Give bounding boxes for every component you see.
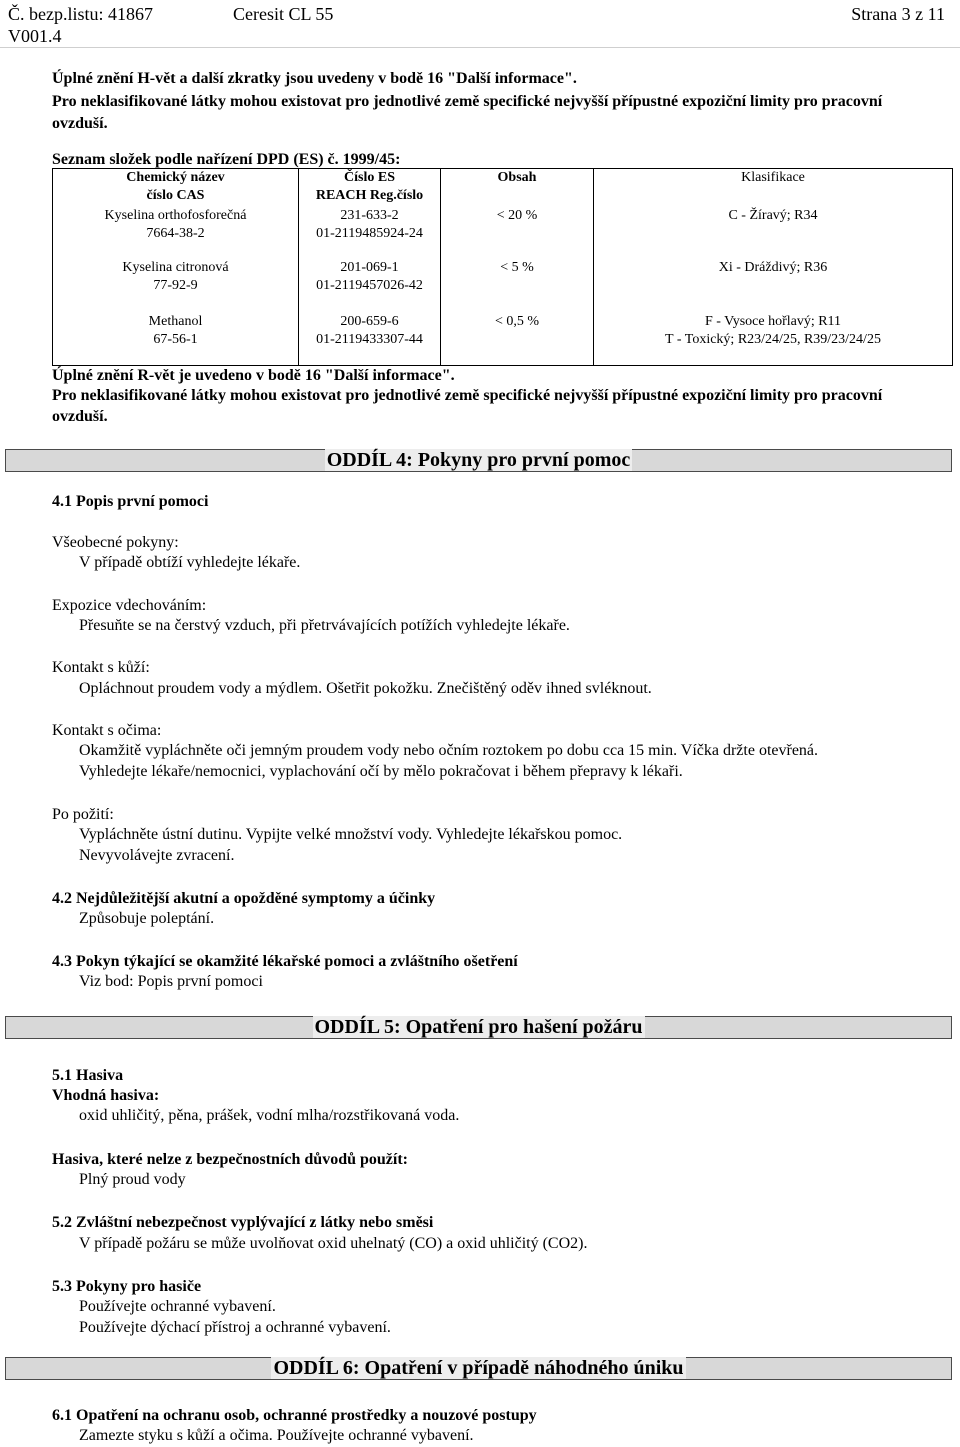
subsection-heading-5-2: 5.2 Zvláštní nebezpečnost vyplývající z látky nebo směsi	[52, 1214, 434, 1231]
table-header-row	[53, 169, 953, 207]
component-classification: Xi - Dráždivý; R36	[718, 259, 828, 275]
instruction-text: Vypláchněte ústní dutinu. Vypijte velké množství vody. Vyhledejte lékařskou pomoc.	[79, 826, 623, 843]
oel-note-line: ovzduší.	[52, 115, 108, 132]
instruction-text: Opláchnout proudem vody a mýdlem. Ošetřit pokožku. Znečištěný oděv ihned svléknout.	[79, 680, 652, 697]
subsection-text: V případě požáru se může uvolňovat oxid uhelnatý (CO) a oxid uhličitý (CO2).	[79, 1235, 588, 1252]
section-5-header	[5, 1016, 952, 1039]
subsection-heading-4-2: 4.2 Nejdůležitější akutní a opožděné symptomy a účinky	[52, 890, 436, 907]
product-name: Ceresit CL 55	[233, 4, 334, 24]
component-classification-cell	[594, 207, 953, 259]
subsection-text: Používejte ochranné vybavení.	[79, 1298, 276, 1315]
component-reach-number: 01-2119457026-42	[316, 277, 423, 293]
component-classification-cell	[594, 259, 953, 313]
subsection-heading-5-3: 5.3 Pokyny pro hasiče	[52, 1278, 202, 1295]
header-content: Obsah	[441, 169, 594, 207]
instruction-label: Kontakt s očima:	[52, 722, 162, 739]
oel-note-line: Pro neklasifikované látky mohou existovat pro jednotlivé země specifické nejvyšší přípustné expoziční limity pro pracovní	[52, 93, 883, 110]
component-reach-number: 01-2119485924-24	[316, 225, 423, 241]
section-5-title: ODDÍL 5: Opatření pro hašení požáru	[314, 1016, 643, 1038]
subsection-text: Způsobuje poleptání.	[79, 910, 215, 927]
instruction-label: Všeobecné pokyny:	[52, 534, 179, 551]
component-name: Methanol	[148, 313, 203, 329]
h-phrases-note: Úplné znění H-vět a další zkratky jsou uvedeny v bodě 16 "Další informace".	[52, 70, 577, 87]
unsuitable-media-text: Plný proud vody	[79, 1171, 186, 1188]
instruction-label: Kontakt s kůží:	[52, 659, 150, 676]
table-row	[53, 259, 953, 313]
component-ec-cell	[299, 259, 441, 313]
header-ec-cell	[299, 169, 441, 207]
instruction-label: Po požití:	[52, 806, 114, 823]
header-classification: Klasifikace	[594, 169, 953, 207]
unsuitable-media-label: Hasiva, které nelze z bezpečnostních důvodů použít:	[52, 1151, 408, 1168]
component-name: Kyselina orthofosforečná	[104, 207, 247, 223]
instruction-text: Přesuňte se na čerstvý vzduch, při přetrvávajících potížích vyhledejte lékaře.	[79, 617, 570, 634]
sheet-number: Č. bezp.listu: 41867	[8, 4, 153, 24]
component-cas: 77-92-9	[153, 277, 198, 293]
subsection-heading-5-1: 5.1 Hasiva	[52, 1067, 124, 1084]
section-title-wrap	[6, 1017, 951, 1038]
subsection-heading-6-1: 6.1 Opatření na ochranu osob, ochranné prostředky a nouzové postupy	[52, 1407, 537, 1424]
component-name-cell	[53, 259, 299, 313]
header-rule	[0, 47, 960, 48]
subsection-text: Zamezte styku s kůží a očima. Používejte ochranné vybavení.	[79, 1427, 474, 1444]
subsection-text: Viz bod: Popis první pomoci	[79, 973, 263, 990]
component-ec-number: 200-659-6	[340, 313, 399, 329]
component-ec-cell	[299, 207, 441, 259]
version-label: V001.4	[8, 26, 62, 46]
section-title-wrap	[6, 1358, 951, 1379]
component-name-cell	[53, 313, 299, 366]
oel-note-line: ovzduší.	[52, 408, 108, 425]
subsection-heading-4-3: 4.3 Pokyn týkající se okamžité lékařské pomoci a zvláštního ošetření	[52, 953, 518, 970]
header-ec-number: Číslo ES	[344, 170, 395, 185]
instruction-text: Nevyvolávejte zvracení.	[79, 847, 235, 864]
component-ec-cell	[299, 313, 441, 366]
table-row	[53, 313, 953, 366]
component-ec-number: 231-633-2	[340, 207, 399, 223]
component-classification-cell	[594, 313, 953, 366]
section-title-wrap	[6, 450, 951, 471]
components-title: Seznam složek podle nařízení DPD (ES) č. 1999/45:	[52, 151, 401, 168]
instruction-text: Vyhledejte lékaře/nemocnici, vyplachování očí by mělo pokračovat i během přepravy k lékaři.	[79, 763, 683, 780]
table-row	[53, 207, 953, 259]
header-name-cell	[53, 169, 299, 207]
component-content: < 5 %	[441, 259, 594, 313]
component-classification: C - Žíravý; R34	[728, 207, 818, 223]
component-content: < 0,5 %	[441, 313, 594, 366]
instruction-text: Okamžitě vypláchněte oči jemným proudem vody nebo očním roztokem po dobu cca 15 min. Víčka držte otevřená.	[79, 742, 819, 759]
page-number: Strana 3 z 11	[851, 4, 945, 24]
header-reach-number: REACH Reg.číslo	[315, 188, 424, 203]
component-content: < 20 %	[441, 207, 594, 259]
oel-note-line: Pro neklasifikované látky mohou existovat pro jednotlivé země specifické nejvyšší přípustné expoziční limity pro pracovní	[52, 387, 883, 404]
instruction-label: Expozice vdechováním:	[52, 597, 207, 614]
subsection-text: Používejte dýchací přístroj a ochranné vybavení.	[79, 1319, 391, 1336]
component-classification: F - Vysoce hořlavý; R11	[704, 313, 842, 329]
header-cas-number: číslo CAS	[146, 188, 205, 203]
suitable-media-text: oxid uhličitý, pěna, prášek, vodní mlha/rozstřikovaná voda.	[79, 1107, 460, 1124]
section-6-title: ODDÍL 6: Opatření v případě náhodného úniku	[273, 1357, 684, 1379]
component-classification: T - Toxický; R23/24/25, R39/23/24/25	[665, 331, 881, 347]
component-cas: 7664-38-2	[146, 225, 205, 241]
instruction-text: V případě obtíží vyhledejte lékaře.	[79, 554, 301, 571]
section-4-header	[5, 449, 952, 472]
r-phrases-note: Úplné znění R-vět je uvedeno v bodě 16 "Další informace".	[52, 367, 455, 384]
component-ec-number: 201-069-1	[340, 259, 399, 275]
component-name-cell	[53, 207, 299, 259]
section-6-header	[5, 1357, 952, 1380]
component-cas: 67-56-1	[153, 331, 198, 347]
component-reach-number: 01-2119433307-44	[316, 331, 423, 347]
suitable-media-label: Vhodná hasiva:	[52, 1087, 160, 1104]
component-name: Kyselina citronová	[122, 259, 229, 275]
section-4-title: ODDÍL 4: Pokyny pro první pomoc	[326, 449, 631, 471]
header-chemical-name: Chemický název	[126, 170, 225, 185]
subsection-heading-4-1: 4.1 Popis první pomoci	[52, 493, 209, 510]
components-table	[52, 168, 953, 366]
